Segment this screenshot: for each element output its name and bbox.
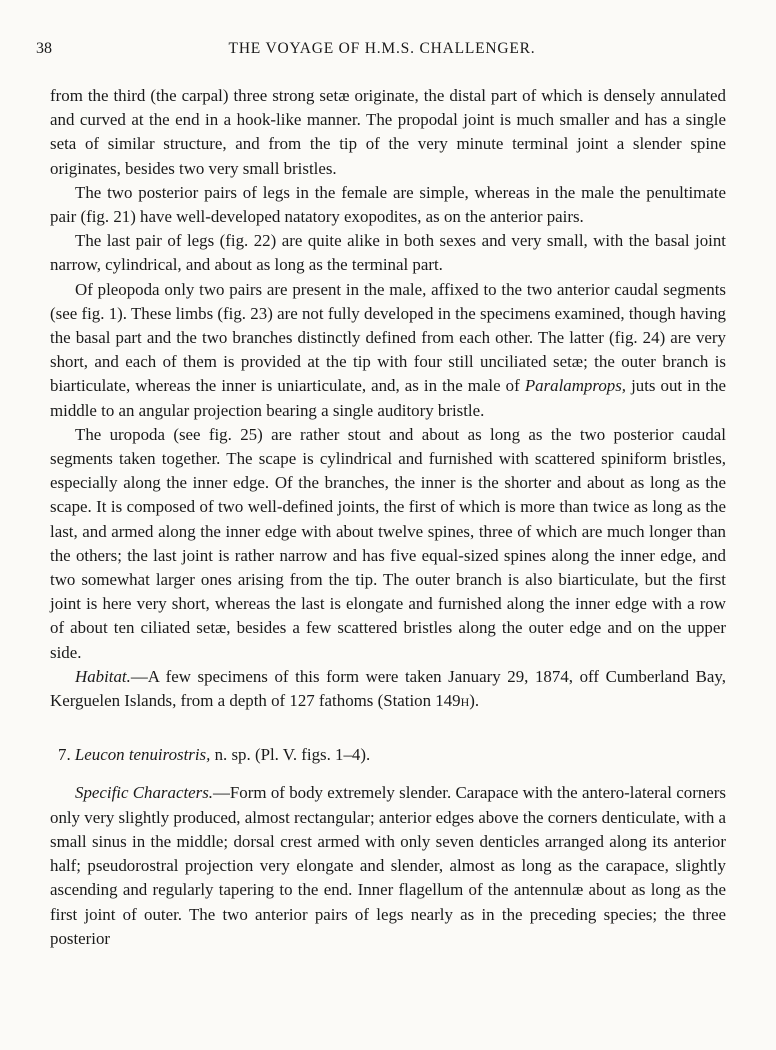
pleopoda-text-a: Of pleopoda only two pairs are present in the male, affixed to the two anterior caudal segments (see fig. 1). These limbs (fig. 23) are not fully developed in the specimens examined, though having the basal part and the two branches distinctly defined from each other. The latter (fig. 24) are very short, and each of them is provided at the tip with four still unciliated setæ; the outer branch is biarticulate, whereas the inner is uniarticulate, and, as in the male of <box>50 279 726 396</box>
paragraph-uropoda: The uropoda (see fig. 25) are rather stout and about as long as the two posterior caudal segments taken together. The scape is cylindrical and furnished with scattered spiniform bristles, especially along the inner edge. Of the branches, the inner is the shorter and about as long as the scape. It is composed of two well-defined joints, the first of which is more than twice as long as the last, and armed along the inner edge with about twelve spines, three of which are much longer than the others; the last joint is rather narrow and has five equal-sized spines along the inner edge, and two somewhat larger ones arising from the tip. The outer branch is also biarticulate, but the first joint is here very short, whereas the last is elongate and furnished along the inner edge with a row of about ten ciliated setæ, besides a few scattered bristles along the outer edge and on the upper side. <box>50 424 726 662</box>
species-heading <box>50 743 726 767</box>
habitat-label: Habitat. <box>75 666 131 686</box>
paragraph-habitat <box>50 665 726 713</box>
species-reference: n. sp. (Pl. V. figs. 1–4). <box>214 745 371 765</box>
pleopoda-text-b: juts out in the middle to an angular projection bearing a single auditory bristle. <box>50 376 727 420</box>
paragraph-continuation: from the third (the carpal) three strong setæ originate, the distal part of which is densely annulated and curved at the end in a hook-like manner. The propodal joint is much smaller and has a single seta of similar structure, and from the tip of the very minute terminal joint a slender spine originates, besides two very small bristles. <box>50 86 726 178</box>
paragraph-specific-characters <box>50 781 726 950</box>
paragraph-posterior-legs: The two posterior pairs of legs in the female are simple, whereas in the male the penultimate pair (fig. 21) have well-developed natatory exopodites, as on the anterior pairs. <box>50 182 726 227</box>
paragraph-last-pair-legs: The last pair of legs (fig. 22) are quite alike in both sexes and very small, with the basal joint narrow, cylindrical, and about as long as the terminal part. <box>50 231 726 275</box>
body-text <box>50 84 726 951</box>
specific-characters-text: —Form of body extremely slender. Carapace with the antero-lateral corners only very slightly produced, almost rectangular; anterior edges above the corners denticulate, with a small sinus in the middle; dorsal crest armed with only seven denticles arranged along its anterior half; pseudorostral projection very elongate and slender, almost as long as the carapace, slightly ascending and regularly tapering to the end. Inner flagellum of the antennulæ about as long as the first joint of outer. The two anterior pairs of legs nearly as in the preceding species; the three posterior <box>50 783 726 948</box>
page-number: 38 <box>36 40 52 57</box>
page-header <box>36 40 728 66</box>
station-suffix: h <box>460 691 470 711</box>
habitat-text-end: ). <box>469 691 480 711</box>
genus-name-paralamprops: Paralamprops, <box>524 376 627 396</box>
species-name: Leucon tenuirostris, <box>74 745 211 765</box>
habitat-text: —A few specimens of this form were taken January 29, 1874, off Cumberland Bay, Kerguelen Islands, from a depth of 127 fathoms (Station 149 <box>50 666 726 711</box>
species-number: 7. <box>58 745 71 765</box>
running-title: THE VOYAGE OF H.M.S. CHALLENGER. <box>228 40 536 57</box>
specific-characters-label: Specific Characters. <box>75 783 214 803</box>
paragraph-pleopoda <box>50 278 726 423</box>
